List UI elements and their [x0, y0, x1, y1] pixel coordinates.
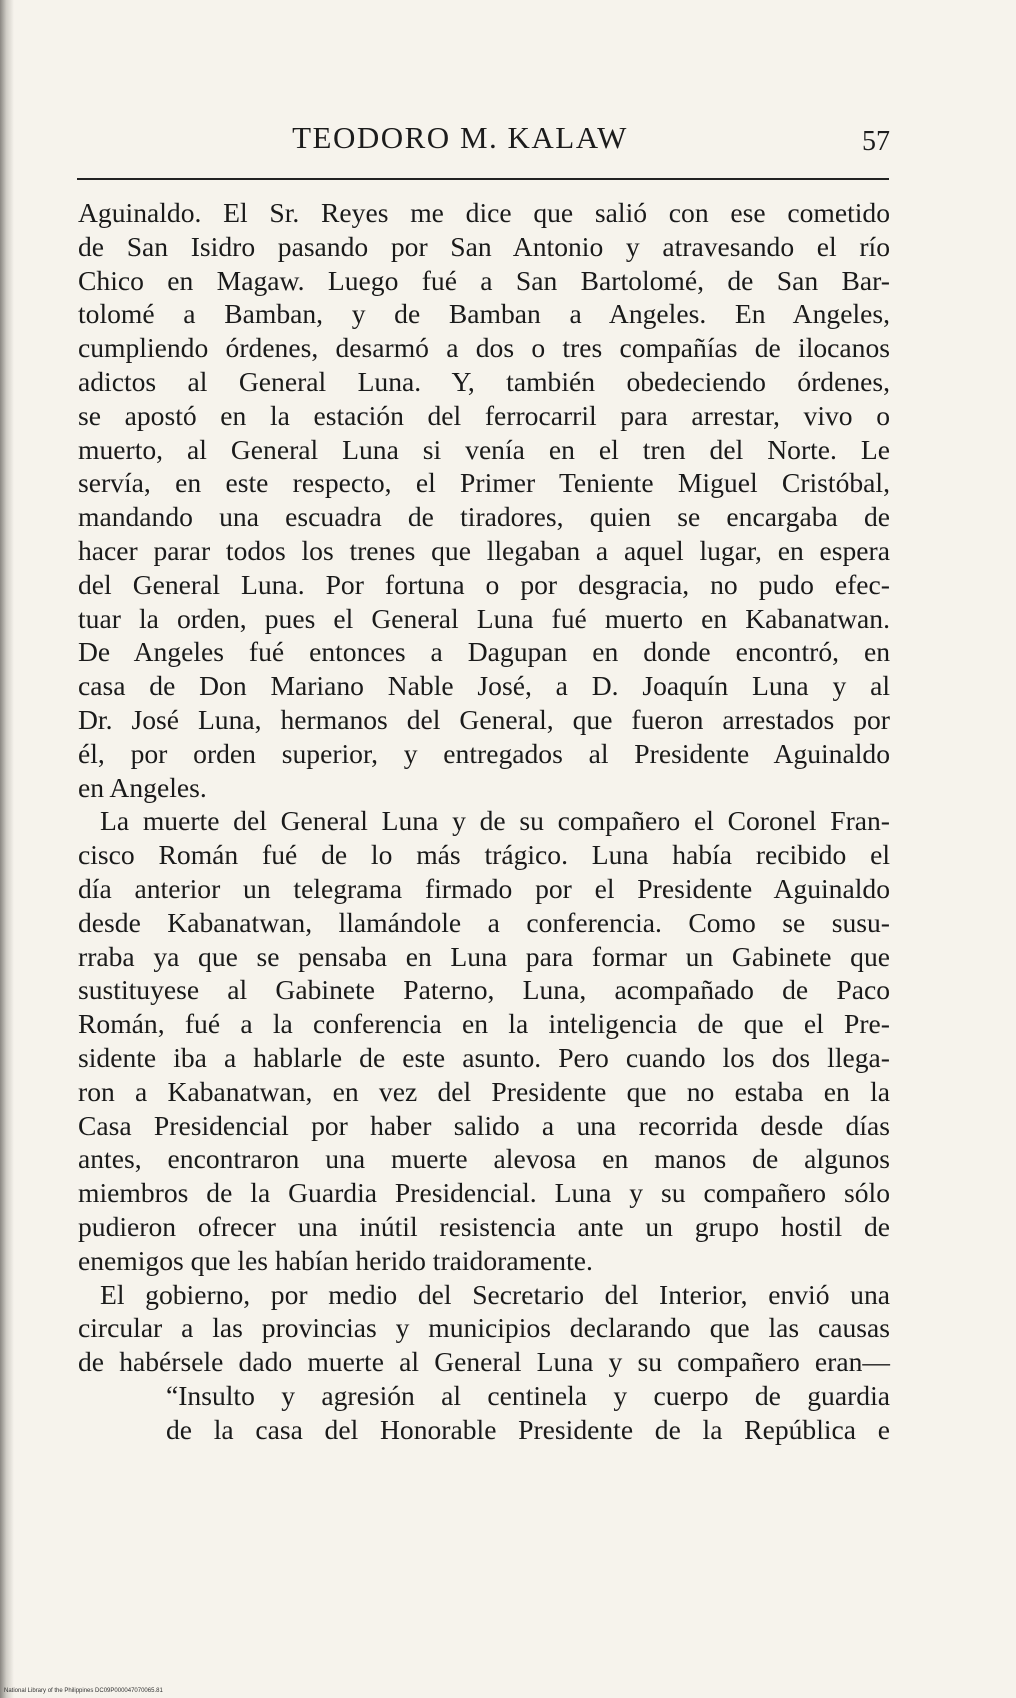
- running-title: TEODORO M. KALAW: [292, 120, 628, 155]
- text-line: sidente iba a hablarle de este asunto. Pero cuando los dos llega-: [78, 1041, 890, 1073]
- text-line: desde Kabanatwan, llamándole a conferencia. Como se susu-: [78, 906, 890, 938]
- text-line: Chico en Magaw. Luego fué a San Bartolomé, de San Bar-: [78, 264, 890, 296]
- text-line: de San Isidro pasando por San Antonio y atravesando el río: [78, 230, 890, 262]
- text-line: antes, encontraron una muerte alevosa en manos de algunos: [78, 1143, 890, 1175]
- text-line: mandando una escuadra de tiradores, quien se encargaba de: [78, 501, 890, 533]
- text-line: circular a las provincias y municipios declarando que las causas: [78, 1312, 890, 1344]
- text-line: se apostó en la estación del ferrocarril para arrestar, vivo o: [78, 399, 890, 431]
- text-line: de habérsele dado muerte al General Luna y su compañero eran—: [78, 1346, 890, 1378]
- text-line: muerto, al General Luna si venía en el tren del Norte. Le: [78, 433, 890, 465]
- text-line: Aguinaldo. El Sr. Reyes me dice que salió con ese cometido: [78, 197, 890, 228]
- text-line: adictos al General Luna. Y, también obedeciendo órdenes,: [78, 365, 890, 397]
- text-line: del General Luna. Por fortuna o por desgracia, no pudo efec-: [78, 568, 890, 600]
- text-line: ron a Kabanatwan, en vez del Presidente que no estaba en la: [78, 1075, 890, 1107]
- text-line: Román, fué a la conferencia en la inteligencia de que el Pre-: [78, 1008, 890, 1040]
- quote-line: de la casa del Honorable Presidente de la República e: [166, 1413, 890, 1445]
- running-head: [0, 120, 1016, 160]
- text-line: sustituyese al Gabinete Paterno, Luna, acompañado de Paco: [78, 974, 890, 1006]
- text-line: rraba ya que se pensaba en Luna para formar un Gabinete que: [78, 940, 890, 972]
- text-line: tuar la orden, pues el General Luna fué muerto en Kabanatwan.: [78, 602, 890, 634]
- quote-line: “Insulto y agresión al centinela y cuerpo de guardia: [166, 1379, 890, 1411]
- text-line: hacer parar todos los trenes que llegaban a aquel lugar, en espera: [78, 534, 890, 566]
- text-line: día anterior un telegrama firmado por el Presidente Aguinaldo: [78, 872, 890, 904]
- text-line: en Angeles.: [78, 771, 207, 803]
- text-line: Casa Presidencial por haber salido a una recorrida desde días: [78, 1109, 890, 1141]
- text-line: servía, en este respecto, el Primer Teniente Miguel Cristóbal,: [78, 467, 890, 499]
- text-line: enemigos que les habían herido traidoramente.: [78, 1244, 593, 1276]
- text-line: miembros de la Guardia Presidencial. Luna y su compañero sólo: [78, 1177, 890, 1209]
- text-line: pudieron ofrecer una inútil resistencia ante un grupo hostil de: [78, 1210, 890, 1242]
- text-line: cisco Román fué de lo más trágico. Luna había recibido el: [78, 839, 890, 871]
- body-text: [78, 196, 890, 1446]
- text-line: casa de Don Mariano Nable José, a D. Joaquín Luna y al: [78, 670, 890, 702]
- header-rule: [77, 178, 889, 180]
- text-line: él, por orden superior, y entregados al Presidente Aguinaldo: [78, 737, 890, 769]
- text-line: La muerte del General Luna y de su compañero el Coronel Fran-: [100, 805, 890, 837]
- text-line: tolomé a Bamban, y de Bamban a Angeles. En Angeles,: [78, 298, 890, 330]
- page-gutter-shadow: [0, 0, 14, 1698]
- text-line: cumpliendo órdenes, desarmó a dos o tres compañías de ilocanos: [78, 332, 890, 364]
- scan-credit: National Library of the Philippines DC09P000047070065.81: [4, 1688, 163, 1694]
- page-number: 57: [862, 126, 890, 157]
- text-line: Dr. José Luna, hermanos del General, que fueron arrestados por: [78, 703, 890, 735]
- text-line: De Angeles fué entonces a Dagupan en donde encontró, en: [78, 636, 890, 668]
- text-line: El gobierno, por medio del Secretario del Interior, envió una: [100, 1278, 890, 1310]
